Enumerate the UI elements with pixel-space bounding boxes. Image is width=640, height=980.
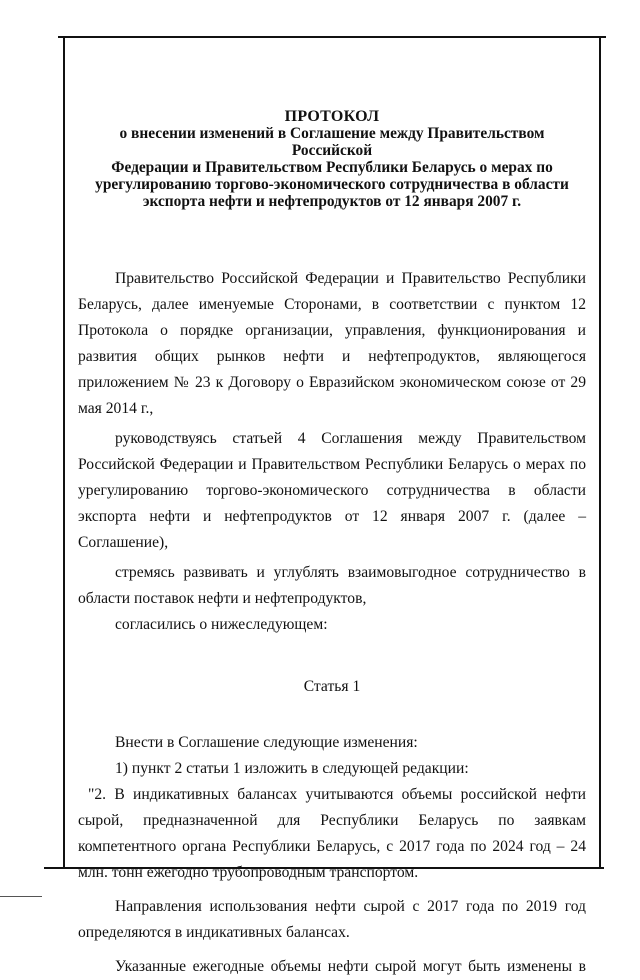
- directions-paragraph: Направления использования нефти сырой с 2017 года по 2019 год определяются в индикативных балансах.: [78, 898, 586, 941]
- make-changes-paragraph: Внести в Соглашение следующие изменения:: [115, 734, 418, 751]
- document-title: ПРОТОКОЛ: [284, 108, 380, 125]
- striving-paragraph: стремясь развивать и углублять взаимовыгодное сотрудничество в области поставок нефти и нефтепродуктов,: [78, 564, 586, 607]
- annual-paragraph: Указанные ежегодные объемы нефти сырой могут быть изменены в: [115, 958, 586, 975]
- item-1-paragraph: 1) пункт 2 статьи 1 изложить в следующей редакции:: [115, 760, 469, 777]
- article-heading: Статья 1: [303, 678, 361, 695]
- document-subtitle-line: о внесении изменений в Соглашение между Правительством Российской: [119, 125, 545, 159]
- document-body: [78, 108, 586, 980]
- scan-artifact-line: [0, 896, 42, 897]
- guided-paragraph: руководствуясь статьей 4 Соглашения между Правительством Российской Федерации и Правительством Республики Беларусь о мерах по урегулированию торгово-экономического сотрудничества в области экспорта нефти и нефтепродуктов от 12 января 2007 г. (далее – Соглашение),: [78, 430, 586, 551]
- document-subtitle-line: Федерации и Правительством Республики Беларусь о мерах по: [111, 159, 553, 176]
- document-subtitle-line: урегулированию торгово-экономического сотрудничества в области: [95, 176, 569, 193]
- document-title-block: [78, 108, 586, 210]
- agreed-paragraph: согласились о нижеследующем:: [115, 616, 328, 633]
- quote-paragraph: "2. В индикативных балансах учитываются объемы российской нефти сырой, предназначенной для Республики Беларусь по заявкам компетентного органа Республики Беларусь, с 2017 года по 2024 год – 24 млн. тонн ежегодно трубопроводным транспортом.: [78, 786, 586, 881]
- intro-paragraph: Правительство Российской Федерации и Правительство Республики Беларусь, далее именуемые Сторонами, в соответствии с пунктом 12 Протокола о порядке организации, управления, функционирования и развития общих рынков нефти и нефтепродуктов, являющегося приложением № 23 к Договору о Евразийском экономическом союзе от 29 мая 2014 г.,: [78, 270, 586, 417]
- document-subtitle-line: экспорта нефти и нефтепродуктов от 12 января 2007 г.: [142, 193, 522, 210]
